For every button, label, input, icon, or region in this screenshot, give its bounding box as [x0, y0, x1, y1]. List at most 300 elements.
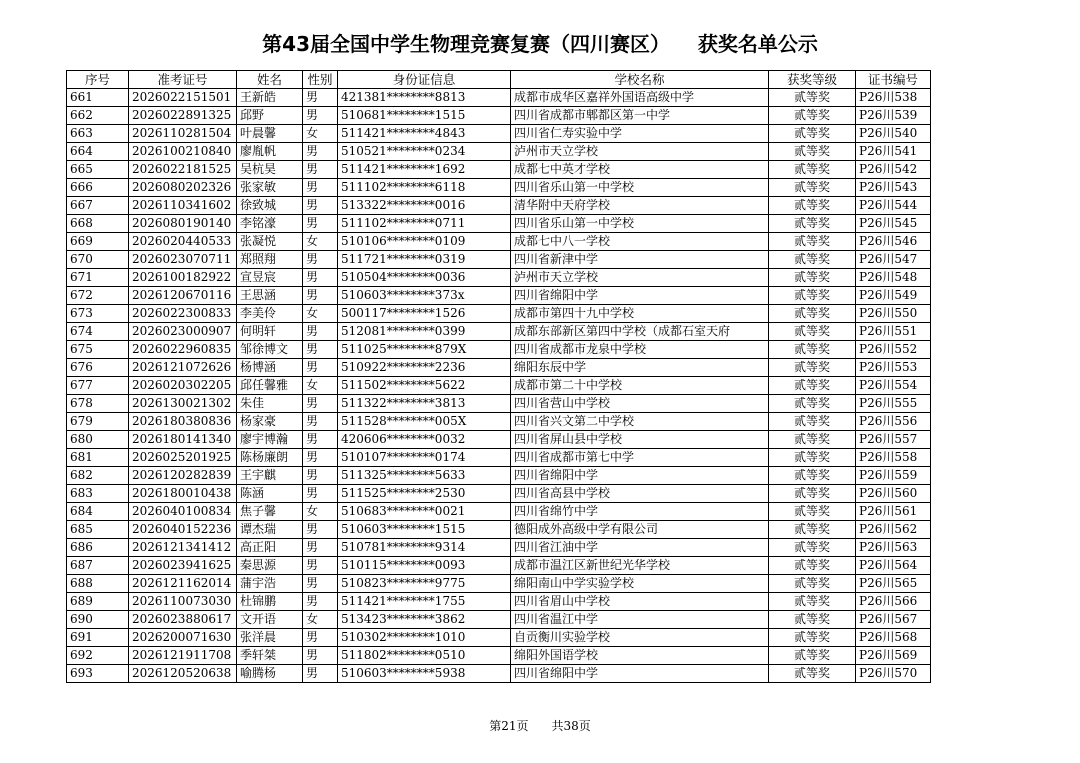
- index-cell: 664: [67, 143, 129, 161]
- page-number-footer: 第21页 共38页: [489, 719, 591, 733]
- index-cell: 674: [67, 323, 129, 341]
- certificate-no-cell: P26川567: [856, 611, 931, 629]
- id-card-cell: 510521********0234: [338, 143, 511, 161]
- index-cell: 685: [67, 521, 129, 539]
- index-cell: 690: [67, 611, 129, 629]
- exam-id-cell: 2026200071630: [129, 629, 237, 647]
- index-cell: 691: [67, 629, 129, 647]
- exam-id-cell: 2026040100834: [129, 503, 237, 521]
- certificate-no-cell: P26川549: [856, 287, 931, 305]
- exam-id-cell: 2026110073030: [129, 593, 237, 611]
- name-cell: 邱任馨雅: [237, 377, 303, 395]
- table-row: [67, 503, 931, 521]
- certificate-no-cell: P26川556: [856, 413, 931, 431]
- gender-cell: 男: [303, 197, 338, 215]
- award-level-cell: 贰等奖: [769, 503, 856, 521]
- gender-cell: 男: [303, 251, 338, 269]
- gender-cell: 男: [303, 359, 338, 377]
- award-level-cell: 贰等奖: [769, 107, 856, 125]
- school-cell: 四川省眉山中学校: [511, 593, 769, 611]
- certificate-no-cell: P26川558: [856, 449, 931, 467]
- gender-cell: 男: [303, 287, 338, 305]
- index-cell: 679: [67, 413, 129, 431]
- gender-cell: 女: [303, 233, 338, 251]
- table-row: [67, 485, 931, 503]
- name-cell: 邹徐博文: [237, 341, 303, 359]
- certificate-no-cell: P26川568: [856, 629, 931, 647]
- award-level-cell: 贰等奖: [769, 179, 856, 197]
- index-cell: 671: [67, 269, 129, 287]
- table-row: [67, 107, 931, 125]
- gender-cell: 男: [303, 215, 338, 233]
- table-row: [67, 629, 931, 647]
- gender-cell: 男: [303, 665, 338, 683]
- id-card-cell: 511322********3813: [338, 395, 511, 413]
- award-level-cell: 贰等奖: [769, 647, 856, 665]
- award-level-cell: 贰等奖: [769, 467, 856, 485]
- table-row: [67, 449, 931, 467]
- gender-cell: 男: [303, 449, 338, 467]
- exam-id-cell: 2026120282839: [129, 467, 237, 485]
- gender-cell: 男: [303, 521, 338, 539]
- gender-cell: 男: [303, 323, 338, 341]
- exam-id-cell: 2026020440533: [129, 233, 237, 251]
- table-row: [67, 89, 931, 107]
- table-row: [67, 431, 931, 449]
- index-cell: 692: [67, 647, 129, 665]
- gender-cell: 男: [303, 161, 338, 179]
- gender-cell: 男: [303, 107, 338, 125]
- exam-id-cell: 2026040152236: [129, 521, 237, 539]
- index-cell: 681: [67, 449, 129, 467]
- certificate-no-cell: P26川564: [856, 557, 931, 575]
- id-card-cell: 510683********0021: [338, 503, 511, 521]
- award-level-cell: 贰等奖: [769, 557, 856, 575]
- gender-cell: 男: [303, 269, 338, 287]
- certificate-no-cell: P26川540: [856, 125, 931, 143]
- award-level-cell: 贰等奖: [769, 197, 856, 215]
- gender-cell: 男: [303, 341, 338, 359]
- award-level-cell: 贰等奖: [769, 305, 856, 323]
- award-level-cell: 贰等奖: [769, 575, 856, 593]
- certificate-no-cell: P26川548: [856, 269, 931, 287]
- header-gender: 性别: [303, 71, 338, 89]
- award-level-cell: 贰等奖: [769, 323, 856, 341]
- id-card-cell: 510106********0109: [338, 233, 511, 251]
- exam-id-cell: 2026121162014: [129, 575, 237, 593]
- award-level-cell: 贰等奖: [769, 395, 856, 413]
- id-card-cell: 500117********1526: [338, 305, 511, 323]
- name-cell: 谭杰瑞: [237, 521, 303, 539]
- award-list-table: [66, 70, 931, 683]
- school-cell: 四川省绵竹中学: [511, 503, 769, 521]
- table-row: [67, 161, 931, 179]
- id-card-cell: 511421********1692: [338, 161, 511, 179]
- id-card-cell: 511525********2530: [338, 485, 511, 503]
- name-cell: 秦思源: [237, 557, 303, 575]
- page-title: 第43届全国中学生物理竞赛复赛（四川赛区） 获奖名单公示: [262, 32, 818, 56]
- exam-id-cell: 2026180380836: [129, 413, 237, 431]
- table-row: [67, 665, 931, 683]
- id-card-cell: 510781********9314: [338, 539, 511, 557]
- gender-cell: 男: [303, 647, 338, 665]
- gender-cell: 男: [303, 413, 338, 431]
- table-row: [67, 359, 931, 377]
- id-card-cell: 510107********0174: [338, 449, 511, 467]
- gender-cell: 女: [303, 305, 338, 323]
- school-cell: 四川省绵阳中学: [511, 665, 769, 683]
- school-cell: 四川省绵阳中学: [511, 467, 769, 485]
- award-level-cell: 贰等奖: [769, 449, 856, 467]
- school-cell: 绵阳南山中学实验学校: [511, 575, 769, 593]
- table-row: [67, 251, 931, 269]
- name-cell: 吴杭昊: [237, 161, 303, 179]
- index-cell: 684: [67, 503, 129, 521]
- table-row: [67, 557, 931, 575]
- school-cell: 成都东部新区第四中学校（成都石室天府: [511, 323, 769, 341]
- gender-cell: 男: [303, 575, 338, 593]
- table-row: [67, 215, 931, 233]
- gender-cell: 女: [303, 611, 338, 629]
- gender-cell: 男: [303, 89, 338, 107]
- id-card-cell: 510603********1515: [338, 521, 511, 539]
- certificate-no-cell: P26川560: [856, 485, 931, 503]
- name-cell: 文开语: [237, 611, 303, 629]
- certificate-no-cell: P26川557: [856, 431, 931, 449]
- exam-id-cell: 2026120670116: [129, 287, 237, 305]
- certificate-no-cell: P26川552: [856, 341, 931, 359]
- certificate-no-cell: P26川570: [856, 665, 931, 683]
- award-level-cell: 贰等奖: [769, 539, 856, 557]
- index-cell: 687: [67, 557, 129, 575]
- school-cell: 四川省营山中学校: [511, 395, 769, 413]
- name-cell: 杜锦鹏: [237, 593, 303, 611]
- award-level-cell: 贰等奖: [769, 593, 856, 611]
- award-level-cell: 贰等奖: [769, 341, 856, 359]
- exam-id-cell: 2026022151501: [129, 89, 237, 107]
- award-level-cell: 贰等奖: [769, 215, 856, 233]
- id-card-cell: 421381********8813: [338, 89, 511, 107]
- index-cell: 666: [67, 179, 129, 197]
- school-cell: 清华附中天府学校: [511, 197, 769, 215]
- id-card-cell: 510681********1515: [338, 107, 511, 125]
- school-cell: 成都市成华区嘉祥外国语高级中学: [511, 89, 769, 107]
- gender-cell: 男: [303, 395, 338, 413]
- award-level-cell: 贰等奖: [769, 89, 856, 107]
- school-cell: 四川省乐山第一中学校: [511, 215, 769, 233]
- exam-id-cell: 2026080202326: [129, 179, 237, 197]
- gender-cell: 女: [303, 377, 338, 395]
- index-cell: 678: [67, 395, 129, 413]
- exam-id-cell: 2026130021302: [129, 395, 237, 413]
- award-level-cell: 贰等奖: [769, 287, 856, 305]
- gender-cell: 男: [303, 629, 338, 647]
- certificate-no-cell: P26川553: [856, 359, 931, 377]
- id-card-cell: 511721********0319: [338, 251, 511, 269]
- id-card-cell: 511802********0510: [338, 647, 511, 665]
- gender-cell: 男: [303, 557, 338, 575]
- award-level-cell: 贰等奖: [769, 269, 856, 287]
- certificate-no-cell: P26川555: [856, 395, 931, 413]
- id-card-cell: 510504********0036: [338, 269, 511, 287]
- index-cell: 676: [67, 359, 129, 377]
- exam-id-cell: 2026023941625: [129, 557, 237, 575]
- gender-cell: 男: [303, 143, 338, 161]
- index-cell: 683: [67, 485, 129, 503]
- index-cell: 677: [67, 377, 129, 395]
- table-row: [67, 287, 931, 305]
- table-row: [67, 143, 931, 161]
- exam-id-cell: 2026121911708: [129, 647, 237, 665]
- award-level-cell: 贰等奖: [769, 251, 856, 269]
- certificate-no-cell: P26川554: [856, 377, 931, 395]
- gender-cell: 男: [303, 539, 338, 557]
- index-cell: 669: [67, 233, 129, 251]
- school-cell: 四川省乐山第一中学校: [511, 179, 769, 197]
- certificate-no-cell: P26川547: [856, 251, 931, 269]
- table-row: [67, 413, 931, 431]
- name-cell: 朱佳: [237, 395, 303, 413]
- name-cell: 宣昱宸: [237, 269, 303, 287]
- header-award-level: 获奖等级: [769, 71, 856, 89]
- table-row: [67, 539, 931, 557]
- exam-id-cell: 2026022891325: [129, 107, 237, 125]
- certificate-no-cell: P26川561: [856, 503, 931, 521]
- gender-cell: 男: [303, 593, 338, 611]
- exam-id-cell: 2026022960835: [129, 341, 237, 359]
- table-row: [67, 647, 931, 665]
- school-cell: 四川省绵阳中学: [511, 287, 769, 305]
- index-cell: 667: [67, 197, 129, 215]
- id-card-cell: 511528********005X: [338, 413, 511, 431]
- award-level-cell: 贰等奖: [769, 143, 856, 161]
- school-cell: 绵阳外国语学校: [511, 647, 769, 665]
- id-card-cell: 511102********0711: [338, 215, 511, 233]
- exam-id-cell: 2026100210840: [129, 143, 237, 161]
- award-level-cell: 贰等奖: [769, 629, 856, 647]
- school-cell: 德阳成外高级中学有限公司: [511, 521, 769, 539]
- name-cell: 陈杨廉朗: [237, 449, 303, 467]
- certificate-no-cell: P26川565: [856, 575, 931, 593]
- certificate-no-cell: P26川569: [856, 647, 931, 665]
- school-cell: 四川省兴文第二中学校: [511, 413, 769, 431]
- school-cell: 成都市第四十九中学校: [511, 305, 769, 323]
- index-cell: 665: [67, 161, 129, 179]
- index-cell: 673: [67, 305, 129, 323]
- exam-id-cell: 2026180141340: [129, 431, 237, 449]
- name-cell: 杨博涵: [237, 359, 303, 377]
- certificate-no-cell: P26川545: [856, 215, 931, 233]
- exam-id-cell: 2026023000907: [129, 323, 237, 341]
- id-card-cell: 511325********5633: [338, 467, 511, 485]
- name-cell: 张家敏: [237, 179, 303, 197]
- school-cell: 四川省成都市郫都区第一中学: [511, 107, 769, 125]
- table-row: [67, 467, 931, 485]
- name-cell: 张洋晨: [237, 629, 303, 647]
- certificate-no-cell: P26川562: [856, 521, 931, 539]
- school-cell: 泸州市天立学校: [511, 269, 769, 287]
- index-cell: 668: [67, 215, 129, 233]
- table-row: [67, 305, 931, 323]
- index-cell: 682: [67, 467, 129, 485]
- exam-id-cell: 2026100182922: [129, 269, 237, 287]
- award-level-cell: 贰等奖: [769, 413, 856, 431]
- name-cell: 王宇麒: [237, 467, 303, 485]
- id-card-cell: 510115********0093: [338, 557, 511, 575]
- name-cell: 蒲宇浩: [237, 575, 303, 593]
- id-card-cell: 511421********1755: [338, 593, 511, 611]
- gender-cell: 男: [303, 485, 338, 503]
- name-cell: 叶晨馨: [237, 125, 303, 143]
- award-level-cell: 贰等奖: [769, 431, 856, 449]
- name-cell: 喻腾杨: [237, 665, 303, 683]
- exam-id-cell: 2026080190140: [129, 215, 237, 233]
- id-card-cell: 512081********0399: [338, 323, 511, 341]
- certificate-no-cell: P26川546: [856, 233, 931, 251]
- certificate-no-cell: P26川551: [856, 323, 931, 341]
- table-body: [67, 89, 931, 683]
- gender-cell: 男: [303, 179, 338, 197]
- table-row: [67, 323, 931, 341]
- exam-id-cell: 2026110281504: [129, 125, 237, 143]
- exam-id-cell: 2026121072626: [129, 359, 237, 377]
- id-card-cell: 511502********5622: [338, 377, 511, 395]
- header-index: 序号: [67, 71, 129, 89]
- certificate-no-cell: P26川538: [856, 89, 931, 107]
- school-cell: 自贡衡川实验学校: [511, 629, 769, 647]
- id-card-cell: 511102********6118: [338, 179, 511, 197]
- id-card-cell: 510823********9775: [338, 575, 511, 593]
- name-cell: 王新皓: [237, 89, 303, 107]
- id-card-cell: 510603********373x: [338, 287, 511, 305]
- school-cell: 泸州市天立学校: [511, 143, 769, 161]
- id-card-cell: 420606********0032: [338, 431, 511, 449]
- table-row: [67, 593, 931, 611]
- award-level-cell: 贰等奖: [769, 485, 856, 503]
- table-row: [67, 575, 931, 593]
- table-row: [67, 269, 931, 287]
- gender-cell: 男: [303, 467, 338, 485]
- school-cell: 成都七中八一学校: [511, 233, 769, 251]
- index-cell: 693: [67, 665, 129, 683]
- index-cell: 663: [67, 125, 129, 143]
- index-cell: 688: [67, 575, 129, 593]
- name-cell: 季轩桀: [237, 647, 303, 665]
- certificate-no-cell: P26川541: [856, 143, 931, 161]
- id-card-cell: 510922********2236: [338, 359, 511, 377]
- certificate-no-cell: P26川544: [856, 197, 931, 215]
- certificate-no-cell: P26川563: [856, 539, 931, 557]
- award-level-cell: 贰等奖: [769, 521, 856, 539]
- header-school: 学校名称: [511, 71, 769, 89]
- name-cell: 何明轩: [237, 323, 303, 341]
- name-cell: 廖宇博瀚: [237, 431, 303, 449]
- award-level-cell: 贰等奖: [769, 359, 856, 377]
- award-level-cell: 贰等奖: [769, 611, 856, 629]
- table-row: [67, 395, 931, 413]
- table-row: [67, 521, 931, 539]
- header-id-card: 身份证信息: [338, 71, 511, 89]
- exam-id-cell: 2026110341602: [129, 197, 237, 215]
- certificate-no-cell: P26川542: [856, 161, 931, 179]
- award-level-cell: 贰等奖: [769, 377, 856, 395]
- school-cell: 绵阳东辰中学: [511, 359, 769, 377]
- name-cell: 徐致城: [237, 197, 303, 215]
- exam-id-cell: 2026120520638: [129, 665, 237, 683]
- school-cell: 成都市温江区新世纪光华学校: [511, 557, 769, 575]
- gender-cell: 女: [303, 125, 338, 143]
- index-cell: 662: [67, 107, 129, 125]
- school-cell: 四川省仁寿实验中学: [511, 125, 769, 143]
- name-cell: 李美伶: [237, 305, 303, 323]
- school-cell: 四川省成都市龙泉中学校: [511, 341, 769, 359]
- id-card-cell: 511025********879X: [338, 341, 511, 359]
- school-cell: 四川省成都市第七中学: [511, 449, 769, 467]
- index-cell: 675: [67, 341, 129, 359]
- award-level-cell: 贰等奖: [769, 665, 856, 683]
- school-cell: 成都七中英才学校: [511, 161, 769, 179]
- name-cell: 邱野: [237, 107, 303, 125]
- table-row: [67, 377, 931, 395]
- exam-id-cell: 2026022300833: [129, 305, 237, 323]
- header-name: 姓名: [237, 71, 303, 89]
- name-cell: 高正阳: [237, 539, 303, 557]
- index-cell: 689: [67, 593, 129, 611]
- gender-cell: 男: [303, 431, 338, 449]
- id-card-cell: 510302********1010: [338, 629, 511, 647]
- gender-cell: 女: [303, 503, 338, 521]
- school-cell: 四川省江油中学: [511, 539, 769, 557]
- index-cell: 661: [67, 89, 129, 107]
- certificate-no-cell: P26川566: [856, 593, 931, 611]
- certificate-no-cell: P26川539: [856, 107, 931, 125]
- table-row: [67, 341, 931, 359]
- id-card-cell: 513423********3862: [338, 611, 511, 629]
- award-level-cell: 贰等奖: [769, 125, 856, 143]
- name-cell: 张凝悦: [237, 233, 303, 251]
- award-level-cell: 贰等奖: [769, 161, 856, 179]
- name-cell: 陈涵: [237, 485, 303, 503]
- header-exam-id: 准考证号: [129, 71, 237, 89]
- table-row: [67, 611, 931, 629]
- table-row: [67, 233, 931, 251]
- school-cell: 四川省高县中学校: [511, 485, 769, 503]
- school-cell: 四川省新津中学: [511, 251, 769, 269]
- exam-id-cell: 2026023070711: [129, 251, 237, 269]
- school-cell: 成都市第二十中学校: [511, 377, 769, 395]
- id-card-cell: 513322********0016: [338, 197, 511, 215]
- school-cell: 四川省屏山县中学校: [511, 431, 769, 449]
- index-cell: 680: [67, 431, 129, 449]
- exam-id-cell: 2026020302205: [129, 377, 237, 395]
- award-level-cell: 贰等奖: [769, 233, 856, 251]
- school-cell: 四川省温江中学: [511, 611, 769, 629]
- table-row: [67, 197, 931, 215]
- index-cell: 670: [67, 251, 129, 269]
- exam-id-cell: 2026022181525: [129, 161, 237, 179]
- header-certificate-no: 证书编号: [856, 71, 931, 89]
- id-card-cell: 511421********4843: [338, 125, 511, 143]
- name-cell: 杨家豪: [237, 413, 303, 431]
- table-row: [67, 179, 931, 197]
- index-cell: 686: [67, 539, 129, 557]
- name-cell: 焦子馨: [237, 503, 303, 521]
- name-cell: 李铭濠: [237, 215, 303, 233]
- name-cell: 郑照翔: [237, 251, 303, 269]
- name-cell: 王思涵: [237, 287, 303, 305]
- certificate-no-cell: P26川559: [856, 467, 931, 485]
- exam-id-cell: 2026180010438: [129, 485, 237, 503]
